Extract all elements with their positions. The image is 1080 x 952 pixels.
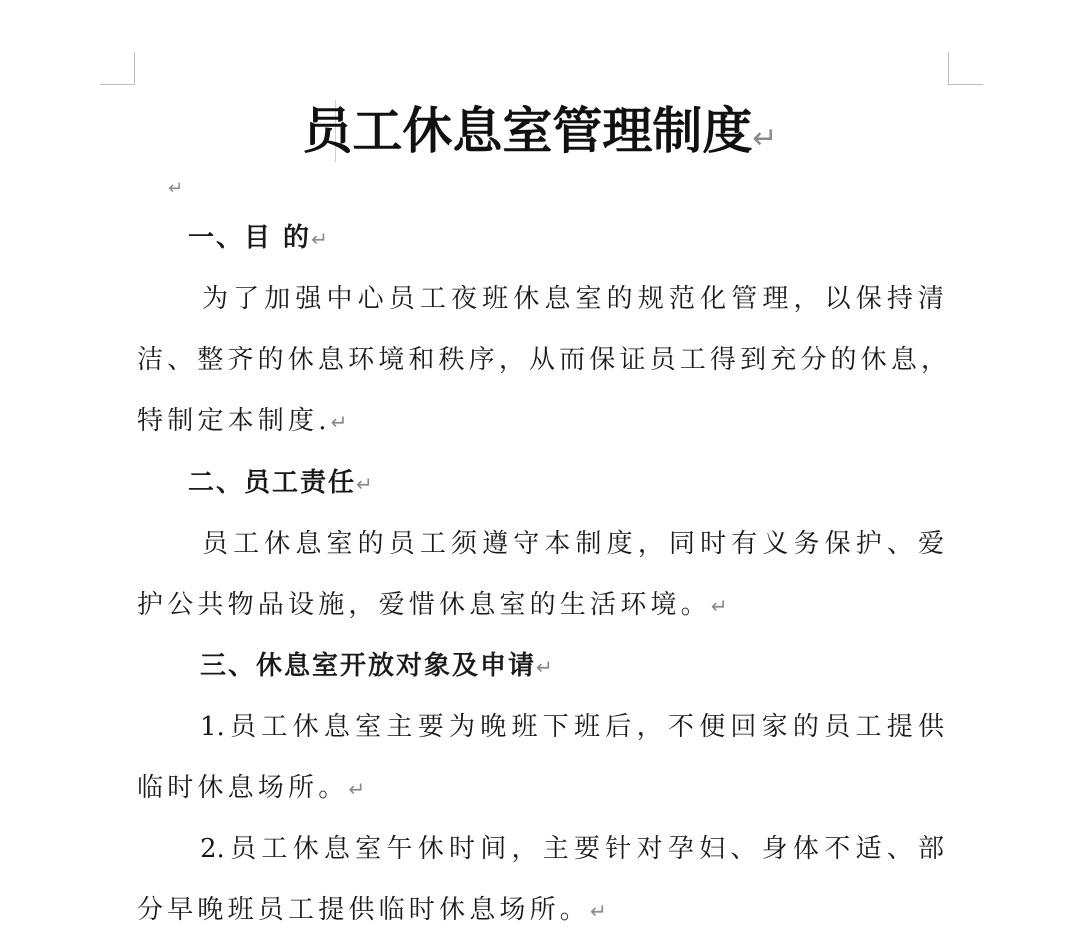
heading-text: 二、员工责任	[188, 468, 357, 498]
body-line[interactable]	[137, 890, 947, 931]
heading-text: 一、目 的	[188, 223, 312, 253]
paragraph-mark-icon: ↵	[536, 655, 553, 679]
body-line[interactable]	[137, 401, 947, 442]
paragraph-mark-icon: ↵	[710, 594, 728, 618]
body-line[interactable]	[202, 524, 944, 564]
heading-text: 三、休息室开放对象及申请	[200, 651, 537, 681]
body-line[interactable]	[202, 279, 944, 319]
body-text: 2.员工休息室午休时间，主要针对孕妇、身体不适、部	[200, 834, 944, 864]
body-text: 特制定本制度.	[137, 406, 331, 436]
body-text: 护公共物品设施，爱惜休息室的生活环境。	[137, 590, 711, 620]
paragraph-mark-icon: ↵	[356, 472, 373, 496]
document-title[interactable]	[0, 96, 1080, 174]
body-line[interactable]	[137, 585, 947, 626]
body-line[interactable]	[137, 340, 947, 380]
body-text: 1.员工休息室主要为晚班下班后，不便回家的员工提供	[200, 712, 944, 742]
paragraph-mark-icon: ↵	[168, 178, 184, 199]
paragraph-mark-icon: ↵	[311, 227, 328, 251]
body-text: 分早晚班员工提供临时休息场所。	[137, 895, 591, 925]
body-line[interactable]	[200, 707, 944, 747]
body-text: 员工休息室的员工须遵守本制度，同时有义务保护、爱	[202, 529, 944, 559]
paragraph-mark-icon: ↵	[348, 777, 366, 801]
section-heading-responsibility[interactable]	[188, 463, 998, 504]
section-heading-access[interactable]	[200, 646, 1010, 687]
title-text: 员工休息室管理制度	[302, 101, 753, 160]
paragraph-mark-icon: ↵	[330, 410, 348, 434]
body-text: 洁、整齐的休息环境和秩序，从而保证员工得到充分的休息，	[137, 345, 947, 375]
crop-mark-top-left	[100, 52, 135, 85]
body-line[interactable]	[137, 768, 947, 809]
body-text: 为了加强中心员工夜班休息室的规范化管理，以保持清	[202, 284, 944, 314]
paragraph-mark-icon: ↵	[752, 121, 778, 156]
crop-mark-top-right	[948, 52, 983, 85]
empty-paragraph[interactable]	[168, 178, 183, 199]
paragraph-mark-icon: ↵	[590, 899, 607, 923]
body-text: 临时休息场所。	[137, 773, 349, 803]
section-heading-purpose[interactable]	[188, 218, 998, 259]
body-line[interactable]	[200, 829, 944, 869]
